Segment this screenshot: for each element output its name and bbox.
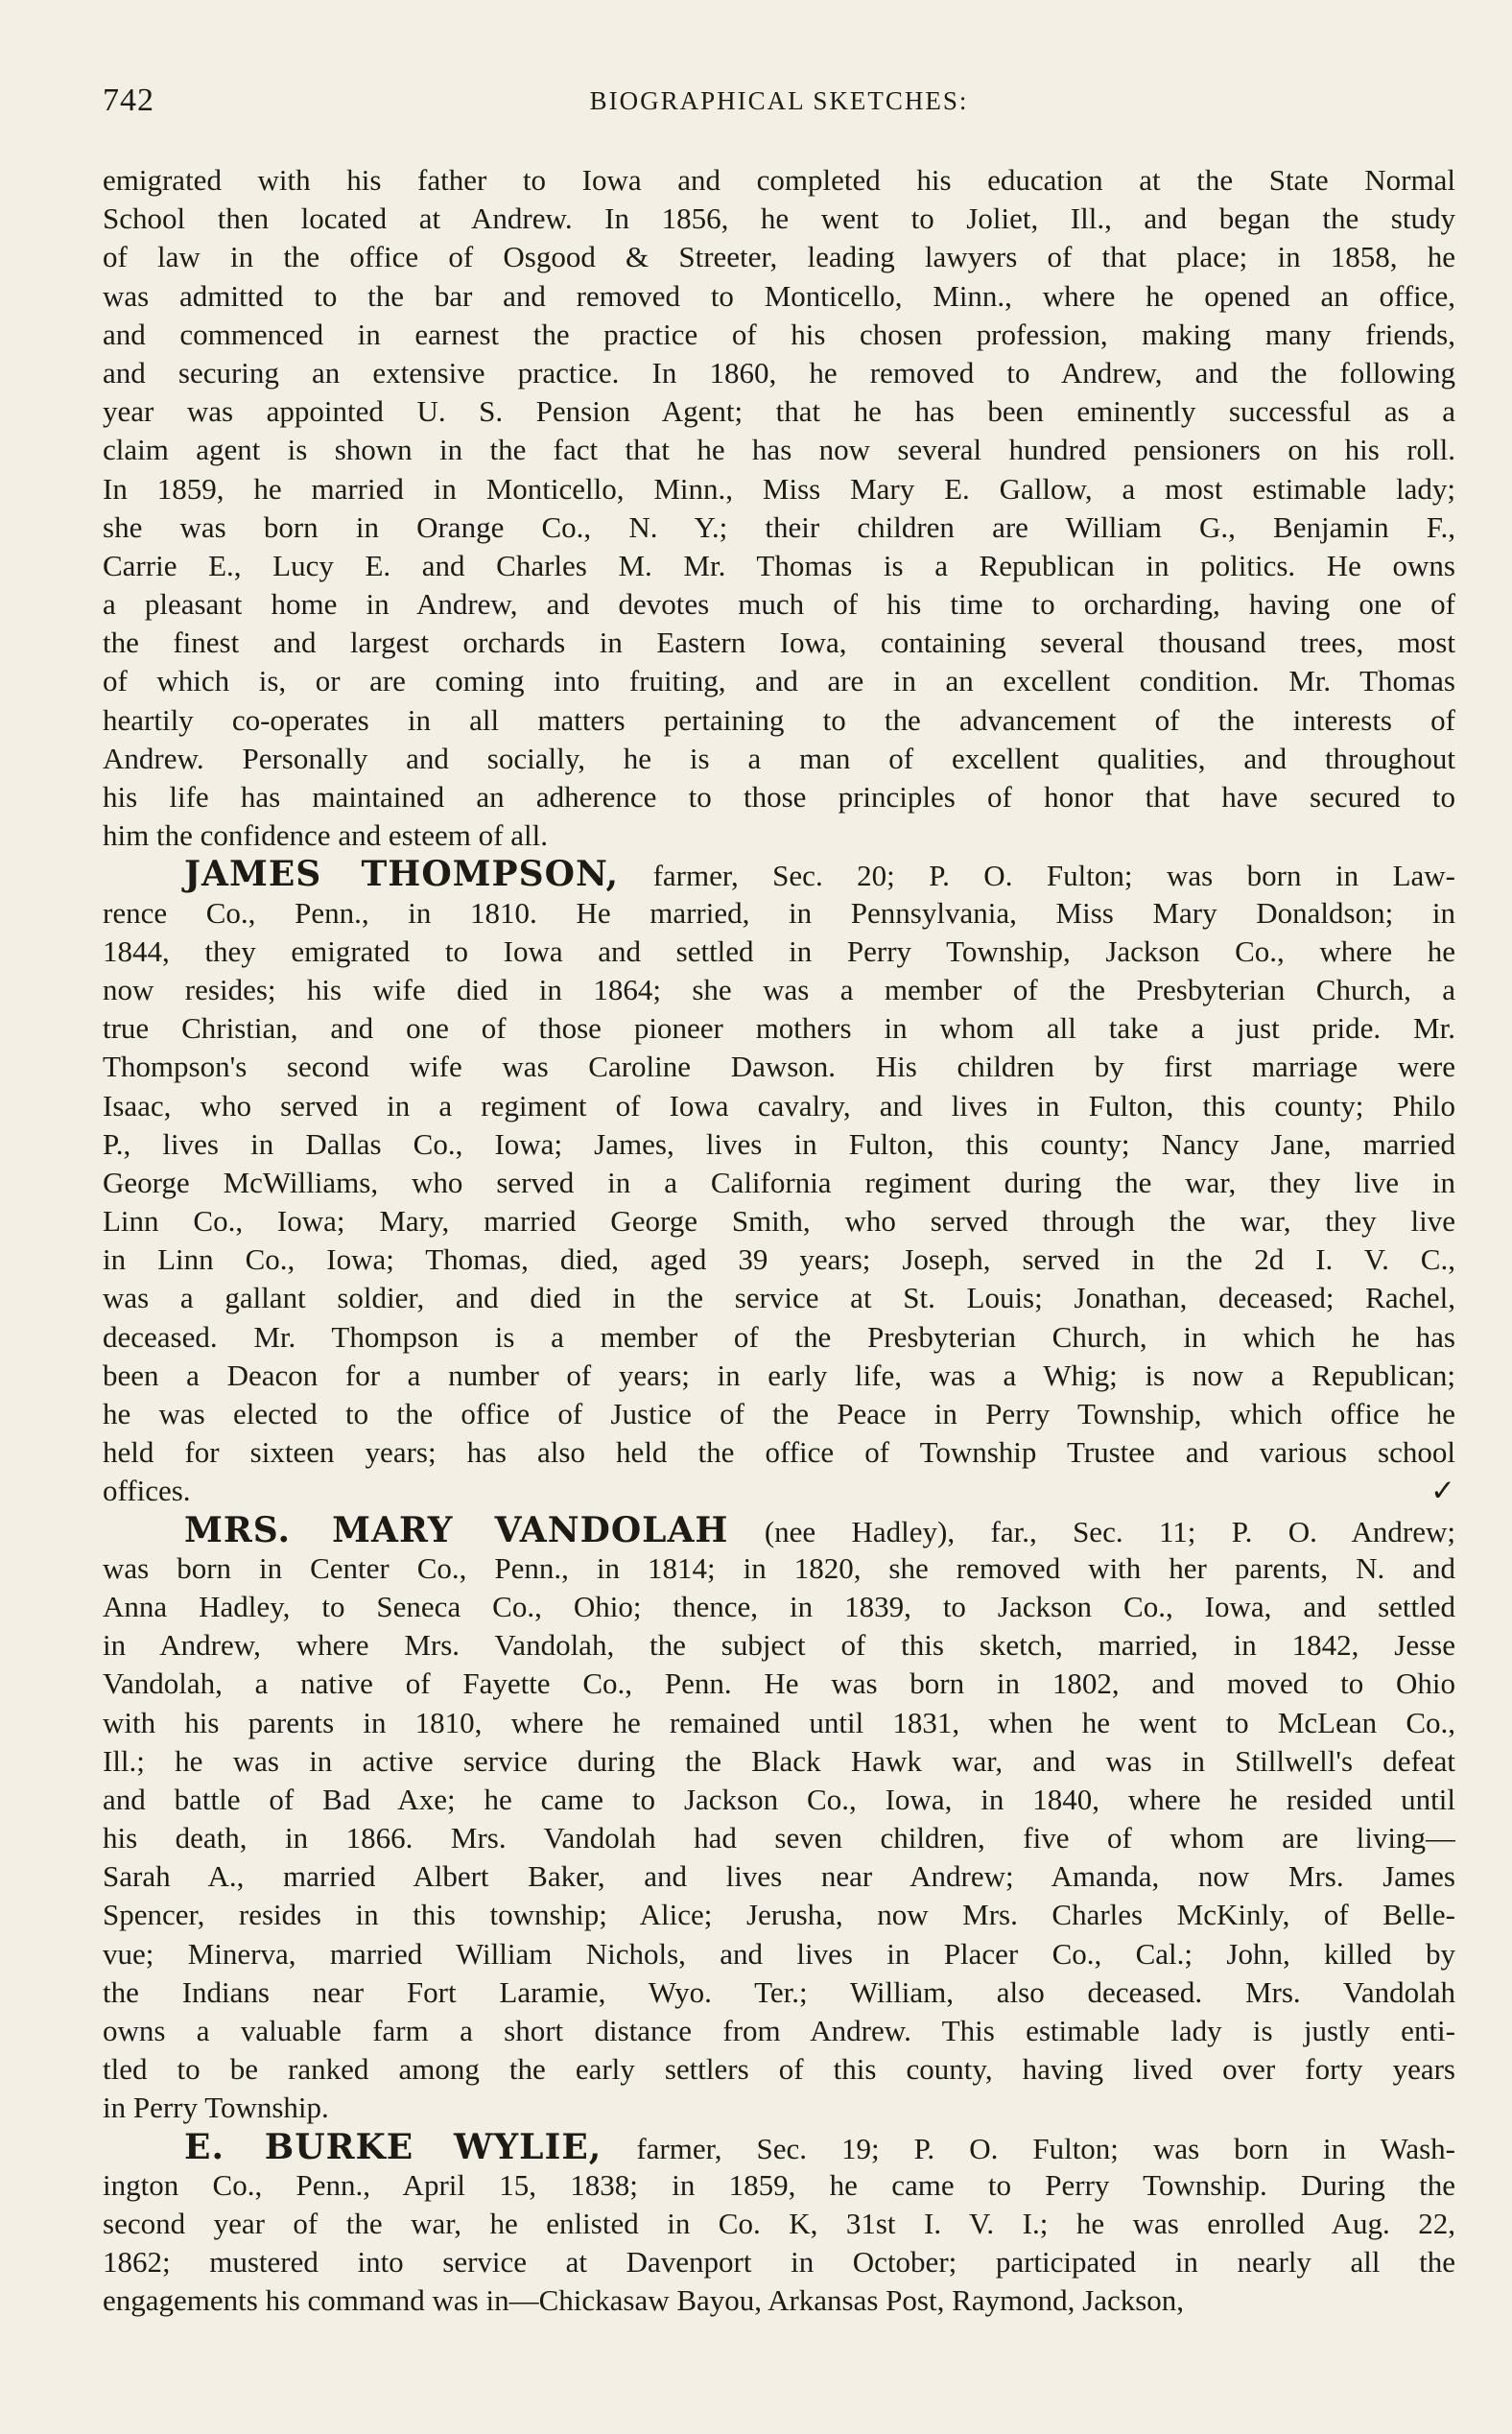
- text-line: [103, 1935, 1455, 1973]
- text-line: [103, 1009, 1455, 1048]
- line-text: School then located at Andrew. In 1856, he went to Joliet, Ill., and began the study: [103, 201, 1455, 236]
- text-line: [103, 816, 1455, 855]
- text-line: [103, 1588, 1455, 1626]
- text-line: [103, 1241, 1455, 1279]
- text-line: [103, 547, 1455, 585]
- running-head: BIOGRAPHICAL SKETCHES:: [589, 86, 969, 115]
- line-text: In 1859, he married in Monticello, Minn., Miss Mary E. Gallow, a most estimable lady;: [103, 471, 1455, 506]
- line-text: farmer, Sec. 20; P. O. Fulton; was born in Law-: [619, 859, 1455, 893]
- text-line: [103, 431, 1455, 469]
- page-header: [103, 83, 1455, 127]
- line-text: was a gallant soldier, and died in the service at St. Louis; Jonathan, deceased; Rachel,: [103, 1281, 1455, 1315]
- line-text: Isaac, who served in a regiment of Iowa cavalry, and lives in Fulton, this county; Philo: [103, 1088, 1455, 1122]
- text-line: [103, 1048, 1455, 1086]
- line-text: and commenced in earnest the practice of his chosen profession, making many friends,: [103, 317, 1455, 351]
- text-line: [103, 277, 1455, 316]
- line-text: rence Co., Penn., in 1810. He married, in Pennsylvania, Miss Mary Donaldson; in: [103, 895, 1455, 930]
- text-line: [103, 2166, 1455, 2205]
- line-text: the finest and largest orchards in Eastern Iowa, containing several thousand trees, most: [103, 626, 1455, 660]
- text-line: [103, 585, 1455, 624]
- line-text: his death, in 1866. Mrs. Vandolah had seven children, five of whom are living—: [103, 1821, 1455, 1855]
- text-line: [103, 1087, 1455, 1125]
- person-name: JAMES THOMPSON,: [184, 855, 620, 894]
- text-line: [103, 624, 1455, 662]
- line-text: tled to be ranked among the early settlers of this county, having lived over forty years: [103, 2052, 1455, 2087]
- entry-first-line: [103, 2128, 1455, 2166]
- text-line: [103, 740, 1455, 778]
- line-text: a pleasant home in Andrew, and devotes much of his time to orcharding, having one of: [103, 587, 1455, 622]
- line-text: vue; Minerva, married William Nichols, and lives in Placer Co., Cal.; John, killed by: [103, 1936, 1455, 1971]
- text-line: [103, 701, 1455, 740]
- text-line: [103, 161, 1455, 200]
- line-text: true Christian, and one of those pioneer mothers in whom all take a just pride. Mr.: [103, 1011, 1455, 1046]
- text-line: [103, 1549, 1455, 1588]
- line-text: year was appointed U. S. Pension Agent; that he has been eminently successful as a: [103, 394, 1455, 429]
- text-line: [103, 1742, 1455, 1781]
- text-line: [103, 933, 1455, 971]
- line-text: Sarah A., married Albert Baker, and lives near Andrew; Amanda, now Mrs. James: [103, 1859, 1455, 1894]
- line-text: P., lives in Dallas Co., Iowa; James, lives in Fulton, this county; Nancy Jane, married: [103, 1126, 1455, 1161]
- text-line: [103, 1202, 1455, 1241]
- line-text: in Andrew, where Mrs. Vandolah, the subject of this sketch, married, in 1842, Jesse: [103, 1628, 1455, 1663]
- text-line: [103, 971, 1455, 1009]
- page-number: 742: [103, 83, 154, 118]
- line-text: and battle of Bad Axe; he came to Jackson Co., Iowa, in 1840, where he resided until: [103, 1782, 1455, 1816]
- text-line: [103, 1472, 1455, 1510]
- line-text: held for sixteen years; has also held the office of Township Trustee and various school: [103, 1435, 1455, 1470]
- text-line: [103, 1164, 1455, 1202]
- line-text: owns a valuable farm a short distance from Andrew. This estimable lady is justly enti-: [103, 2014, 1455, 2047]
- text-line: [103, 2243, 1455, 2281]
- text-line: [103, 662, 1455, 700]
- text-line: [103, 1279, 1455, 1317]
- line-text: in Linn Co., Iowa; Thomas, died, aged 39 years; Joseph, served in the 2d I. V. C.,: [103, 1242, 1455, 1277]
- text-line: [103, 1781, 1455, 1819]
- line-text: (nee Hadley), far., Sec. 11; P. O. Andrew;: [728, 1514, 1455, 1548]
- line-text: second year of the war, he enlisted in Co. K, 31st I. V. I.; he was enrolled Aug. 22,: [103, 2206, 1455, 2240]
- line-text: now resides; his wife died in 1864; she was a member of the Presbyterian Church, a: [103, 972, 1455, 1006]
- line-text: Carrie E., Lucy E. and Charles M. Mr. Thomas is a Republican in politics. He owns: [103, 548, 1455, 582]
- line-text: emigrated with his father to Iowa and completed his education at the State Normal: [103, 163, 1455, 197]
- line-text: Thompson's second wife was Caroline Dawson. His children by first marriage were: [103, 1050, 1455, 1084]
- line-text: farmer, Sec. 19; P. O. Fulton; was born in Wash-: [602, 2131, 1455, 2165]
- check-mark: ✓: [1430, 1474, 1455, 1508]
- line-text: Andrew. Personally and socially, he is a man of excellent qualities, and throughout: [103, 741, 1455, 775]
- text-line: [103, 1318, 1455, 1357]
- text-line: [103, 1125, 1455, 1164]
- text-line: [103, 470, 1455, 508]
- line-text: deceased. Mr. Thompson is a member of the Presbyterian Church, in which he has: [103, 1319, 1455, 1354]
- text-line: [103, 1357, 1455, 1395]
- text-line: [103, 1665, 1455, 1703]
- line-text: claim agent is shown in the fact that he has now several hundred pensioners on his roll.: [103, 433, 1455, 467]
- line-text: with his parents in 1810, where he remained until 1831, when he went to McLean Co.,: [103, 1705, 1455, 1739]
- line-text: his life has maintained an adherence to those principles of honor that have secured to: [103, 780, 1455, 814]
- text-line: [103, 354, 1455, 392]
- text-line: [103, 2089, 1455, 2127]
- person-name: MRS. MARY VANDOLAH: [184, 1510, 729, 1549]
- line-text: 1844, they emigrated to Iowa and settled in Perry Township, Jackson Co., where he: [103, 933, 1455, 968]
- text-line: [103, 508, 1455, 547]
- text-line: [103, 1819, 1455, 1857]
- text-line: [103, 1857, 1455, 1896]
- text-line: [103, 238, 1455, 276]
- line-text: Anna Hadley, to Seneca Co., Ohio; thence, in 1839, to Jackson Co., Iowa, and settled: [103, 1589, 1455, 1623]
- line-text: been a Deacon for a number of years; in early life, was a Whig; is now a Republican;: [103, 1358, 1455, 1392]
- text-line: [103, 778, 1455, 816]
- line-text: was born in Center Co., Penn., in 1814; in 1820, she removed with her parents, N. and: [103, 1550, 1455, 1585]
- line-text: she was born in Orange Co., N. Y.; their children are William G., Benjamin F.,: [103, 509, 1455, 544]
- line-text: was admitted to the bar and removed to Monticello, Minn., where he opened an office,: [103, 278, 1455, 313]
- text-line: [103, 1395, 1455, 1433]
- text-line: [103, 2050, 1455, 2089]
- line-text: of law in the office of Osgood & Streeter, leading lawyers of that place; in 1858, he: [103, 240, 1455, 274]
- text-line: [103, 894, 1455, 933]
- text-line: [103, 1433, 1455, 1472]
- line-text: and securing an extensive practice. In 1860, he removed to Andrew, and the following: [103, 355, 1455, 390]
- line-text: of which is, or are coming into fruiting, and are in an excellent condition. Mr. Thomas: [103, 664, 1455, 698]
- line-text: heartily co-operates in all matters pertaining to the advancement of the interests of: [103, 702, 1455, 737]
- text-line: [103, 2012, 1455, 2050]
- line-text: in Perry Township.: [103, 2091, 329, 2125]
- line-text: the Indians near Fort Laramie, Wyo. Ter.; William, also deceased. Mrs. Vandolah: [103, 1974, 1455, 2009]
- line-text: Vandolah, a native of Fayette Co., Penn. He was born in 1802, and moved to Ohio: [103, 1666, 1455, 1701]
- line-text: George McWilliams, who served in a California regiment during the war, they live in: [103, 1165, 1455, 1199]
- line-text: offices.: [103, 1474, 191, 1508]
- text-line: [103, 2281, 1455, 2320]
- line-text: him the confidence and esteem of all.: [103, 818, 548, 853]
- text-line: [103, 392, 1455, 431]
- text-line: [103, 200, 1455, 238]
- text-line: [103, 1973, 1455, 2012]
- line-text: 1862; mustered into service at Davenport in October; participated in nearly all the: [103, 2245, 1455, 2280]
- entry-first-line: [103, 1511, 1455, 1549]
- text-line: [103, 316, 1455, 354]
- person-name: E. BURKE WYLIE,: [184, 2127, 602, 2166]
- body-text: [103, 161, 1455, 2321]
- entry-first-line: [103, 855, 1455, 893]
- text-line: [103, 1704, 1455, 1742]
- text-line: [103, 1896, 1455, 1934]
- text-line: [103, 1626, 1455, 1665]
- line-text: he was elected to the office of Justice of the Peace in Perry Township, which office he: [103, 1397, 1455, 1430]
- line-text: Ill.; he was in active service during the Black Hawk war, and was in Stillwell's defeat: [103, 1743, 1455, 1778]
- line-text: Linn Co., Iowa; Mary, married George Smith, who served through the war, they live: [103, 1204, 1455, 1239]
- line-text: engagements his command was in—Chickasaw Bayou, Arkansas Post, Raymond, Jackson,: [103, 2283, 1185, 2318]
- line-text: ington Co., Penn., April 15, 1838; in 1859, he came to Perry Township. During the: [103, 2167, 1455, 2202]
- line-text: Spencer, resides in this township; Alice; Jerusha, now Mrs. Charles McKinly, of Belle-: [103, 1898, 1455, 1932]
- text-line: [103, 2205, 1455, 2243]
